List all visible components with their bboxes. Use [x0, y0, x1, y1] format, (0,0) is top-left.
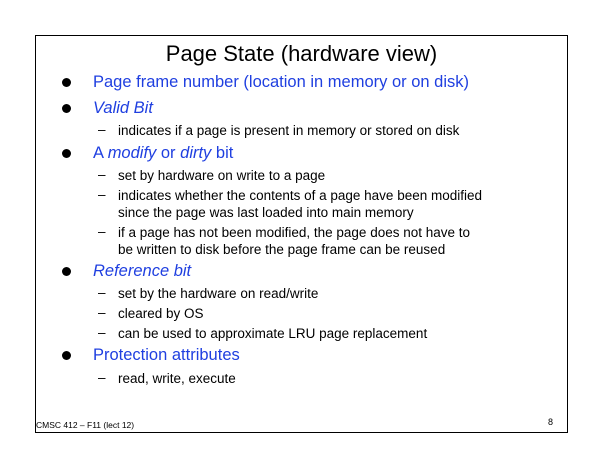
dash-glyph: –: [98, 122, 106, 137]
dash-glyph: –: [98, 187, 106, 202]
dash-glyph: –: [98, 285, 106, 300]
page-number: 8: [548, 417, 554, 427]
bullet-text: [93, 73, 469, 92]
sub-item-text: set by hardware on write to a page: [118, 168, 326, 183]
bullet-text: [93, 144, 233, 163]
sub-item-text-line-1: indicates whether the contents of a page have been modified: [118, 188, 482, 203]
bullet-text: [93, 262, 191, 281]
bullet-text-part: modify: [107, 144, 157, 162]
dash-glyph: –: [98, 370, 106, 385]
sub-item-text: set by the hardware on read/write: [118, 286, 319, 301]
bullet-text: [93, 99, 153, 118]
sub-item-text: cleared by OS: [118, 306, 204, 321]
dash-glyph: –: [98, 167, 106, 182]
bullet-text: [93, 346, 240, 365]
bullet-text-part: dirty: [180, 144, 212, 162]
footer-course-label: CMSC 412 – F11 (lect 12): [36, 420, 135, 430]
bullet-text-part: A: [93, 144, 108, 162]
bullet-dot-icon: [62, 149, 71, 158]
slide-title: Page State (hardware view): [165, 41, 438, 66]
bullet-dot-icon: [62, 104, 71, 113]
bullet-text-part: Page frame number (location in memory or on disk): [93, 73, 469, 91]
sub-item-text: read, write, execute: [118, 371, 236, 386]
bullet-text-part: Protection attributes: [93, 346, 240, 364]
bullet-text-part: Reference bit: [93, 262, 192, 280]
dash-glyph: –: [98, 305, 106, 320]
sub-item-text-line-2: since the page was last loaded into main memory: [118, 205, 414, 220]
bullet-text-part: bit: [211, 144, 234, 162]
bullet-dot-icon: [62, 351, 71, 360]
sub-item-text-line-2: be written to disk before the page frame can be reused: [118, 242, 446, 257]
dash-glyph: –: [98, 224, 106, 239]
sub-item-text: can be used to approximate LRU page replacement: [118, 326, 428, 341]
bullet-text-part: Valid Bit: [93, 99, 153, 117]
bullet-dot-icon: [62, 267, 71, 276]
sub-item-text: indicates if a page is present in memory or stored on disk: [118, 123, 460, 138]
bullet-text-part: or: [156, 144, 181, 162]
dash-glyph: –: [98, 325, 106, 340]
bullet-dot-icon: [62, 78, 71, 87]
sub-item-text-line-1: if a page has not been modified, the page does not have to: [118, 225, 471, 240]
